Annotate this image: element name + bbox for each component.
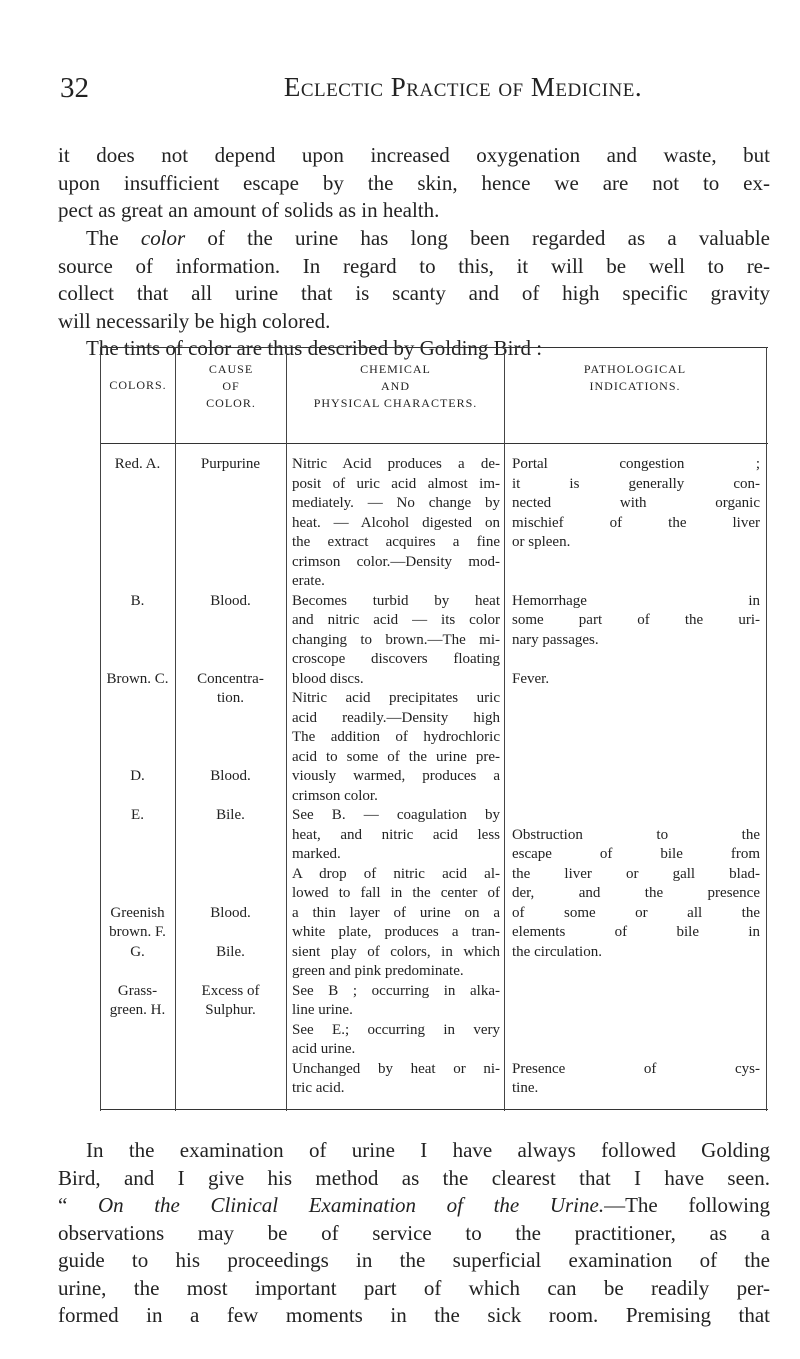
column-rule [286, 347, 287, 1111]
chemical-text-line: See B ; occurring in alka- [292, 982, 500, 999]
pathology-text-line: tine. [512, 1080, 539, 1096]
color-label: D. [130, 768, 145, 784]
chemical-text-line: posit of uric acid almost im- [292, 475, 500, 492]
color-label: Grass- [117, 982, 158, 999]
header-text: AND [381, 379, 410, 393]
italic-term: color [140, 226, 186, 250]
header-text: COLOR. [206, 396, 256, 410]
pathology-text-line: Fever. [512, 670, 550, 687]
color-label: E. [131, 807, 144, 823]
text-line: guide to his proceedings in the superficial examination of the [58, 1248, 770, 1272]
header-text: CAUSE [208, 362, 254, 376]
text-line: In the examination of urine I have always followed Golding [86, 1138, 770, 1162]
cause-label: Bile. [216, 807, 245, 823]
chemical-text-line: The addition of hydrochloric [292, 729, 500, 745]
color-label: Greenish [110, 904, 165, 921]
chemical-text-line: green and pink predominate. [292, 963, 464, 979]
table-bottom-rule [100, 1109, 768, 1110]
pathology-text-line: der, and the presence [512, 885, 760, 901]
chemical-text-line: Becomes turbid by heat [292, 592, 500, 609]
chemical-text-line: crimson color.—Density mod- [292, 553, 500, 570]
pathology-text-line: nected with organic [512, 495, 760, 511]
header-colors [102, 377, 174, 394]
chemical-text-line: line urine. [292, 1002, 353, 1018]
pathology-text-line: nary passages. [512, 631, 599, 648]
header-text: COLORS. [109, 378, 167, 392]
cause-label: Blood. [210, 904, 251, 921]
column-rule [504, 347, 505, 1111]
text-run: “ [58, 1193, 98, 1217]
chemical-text-line: mediately. — No change by [292, 495, 500, 511]
chemical-text-line: croscope discovers floating [292, 651, 500, 667]
pathology-text-line: some part of the uri- [512, 612, 760, 628]
text-line: formed in a few moments in the sick room. Premising that [58, 1303, 770, 1327]
intro-paragraph [58, 142, 770, 225]
header-chemical [288, 361, 503, 412]
chemical-text-line: sient play of colors, in which [292, 943, 500, 960]
cause-label: Purpurine [200, 456, 261, 472]
pathology-text-line: Hemorrhage in [512, 592, 760, 609]
pathology-text-line: Presence of cys- [512, 1060, 760, 1077]
text-line: The tints of color are thus described by Golding Bird : [86, 336, 543, 360]
pathology-text-line: the circulation. [512, 943, 602, 960]
chemical-text-line: viously warmed, produces a [292, 768, 500, 784]
text-line: will necessarily be high colored. [58, 308, 331, 333]
color-label: green. H. [109, 1002, 166, 1018]
cause-label: Sulphur. [205, 1002, 256, 1018]
italic-title: On the Clinical Examination of the Urine. [97, 1193, 605, 1217]
chemical-text-line: tric acid. [292, 1080, 345, 1096]
chemical-text-line: marked. [292, 846, 341, 862]
cause-label: Excess of [201, 982, 260, 999]
header-cause [177, 361, 285, 412]
page-number: 32 [60, 72, 89, 104]
cause-label: Concentra- [197, 670, 264, 687]
pathology-text-line: elements of bile in [512, 924, 760, 940]
chemical-text-line: lowed to fall in the center of [292, 885, 500, 901]
text-run: of the urine has long been regarded as a valuable [185, 226, 770, 250]
chemical-text-line: Unchanged by heat or ni- [292, 1060, 500, 1077]
text-line: Bird, and I give his method as the clearest that I have seen. [58, 1165, 770, 1190]
text-run: —The following [604, 1193, 771, 1217]
text-line: it does not depend upon increased oxygenation and waste, but [58, 143, 770, 167]
pathology-text-line: Obstruction to the [512, 826, 760, 843]
header-rule [100, 443, 768, 444]
chemical-text-line: blood discs. [292, 670, 364, 687]
cause-label: Blood. [210, 768, 251, 784]
text-line: collect that all urine that is scanty and of high specific gravity [58, 281, 770, 305]
chemical-text-line: acid urine. [292, 1041, 356, 1057]
text-line: pect as great an amount of solids as in health. [58, 198, 440, 222]
header-text: OF [222, 379, 240, 393]
chemical-text-line: a thin layer of urine on a [292, 904, 500, 921]
cause-label: tion. [216, 690, 245, 706]
color-label: B. [130, 592, 145, 609]
text-run: The [86, 226, 141, 250]
text-line [58, 1192, 770, 1220]
text-line: upon insufficient escape by the skin, hence we are not to ex- [58, 170, 770, 195]
closing-paragraph [58, 1137, 770, 1330]
chemical-text-line: acid readily.—Density high [292, 709, 500, 726]
pathology-text-line: it is generally con- [512, 475, 760, 492]
text-line: source of information. In regard to this, it will be well to re- [58, 253, 770, 278]
chemical-text-line: Nitric Acid produces a de- [292, 456, 500, 472]
chemical-text-line: See B. — coagulation by [292, 807, 500, 823]
pathology-text-line: mischief of the liver [512, 514, 760, 531]
column-rule [766, 347, 767, 1111]
table-top-rule [100, 347, 768, 348]
header-text: CHEMICAL [360, 362, 431, 376]
chemical-text-line: acid to some of the urine pre- [292, 748, 500, 765]
chemical-text-line: See E.; occurring in very [292, 1021, 500, 1038]
chemical-text-line: crimson color. [292, 787, 378, 804]
chemical-text-line: and nitric acid — its color [292, 612, 500, 628]
pathology-text-line: Portal congestion ; [512, 456, 760, 472]
pathology-text-line: of some or all the [512, 904, 760, 921]
color-label: brown. F. [109, 924, 166, 940]
pathology-text-line: the liver or gall blad- [512, 865, 760, 882]
chemical-text-line: changing to brown.—The mi- [292, 631, 500, 648]
header-text: PATHOLOGICAL [583, 362, 687, 376]
text-line [58, 225, 770, 253]
text-line: urine, the most important part of which can be readily per- [58, 1275, 770, 1300]
chemical-text-line: Nitric acid precipitates uric [292, 690, 500, 706]
header-text: INDICATIONS. [589, 379, 681, 393]
color-paragraph [58, 225, 770, 335]
color-label: Red. A. [114, 456, 161, 472]
color-label: G. [130, 943, 145, 960]
chemical-text-line: erate. [292, 573, 325, 589]
pathology-text-line: or spleen. [512, 534, 571, 550]
chemical-text-line: heat, and nitric acid less [292, 826, 500, 843]
cause-label: Bile. [216, 943, 245, 960]
chemical-text-line: heat. — Alcohol digested on [292, 514, 500, 531]
chemical-text-line: A drop of nitric acid al- [292, 865, 500, 882]
pathology-text-line: escape of bile from [512, 846, 760, 862]
running-head [58, 72, 768, 108]
text-line: observations may be of service to the practitioner, as a [58, 1220, 770, 1245]
header-text: PHYSICAL CHARACTERS. [313, 396, 478, 410]
cause-label: Blood. [210, 592, 251, 609]
header-pathological [506, 361, 764, 395]
chemical-text-line: white plate, produces a tran- [292, 924, 500, 940]
book-title: Eclectic Practice of Medicine. [283, 72, 643, 102]
chemical-text-line: the extract acquires a fine [292, 534, 500, 550]
color-label: Brown. C. [106, 670, 169, 687]
